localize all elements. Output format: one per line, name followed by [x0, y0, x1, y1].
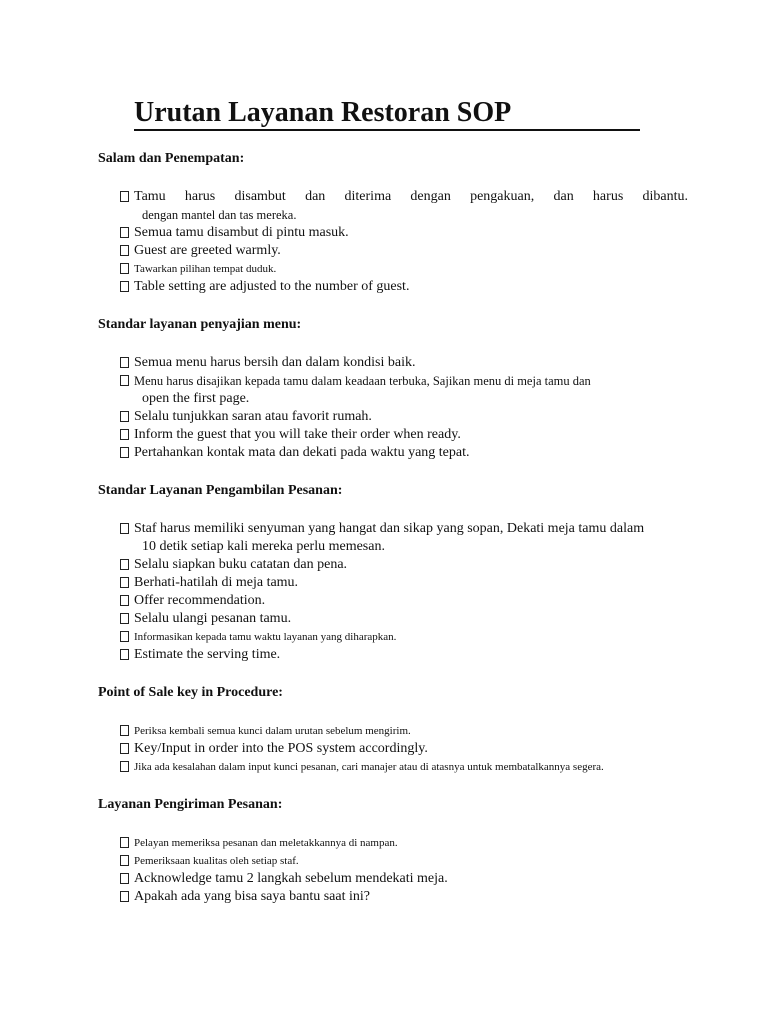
list-item: [120, 354, 688, 372]
item-text: Estimate the serving time.: [134, 647, 281, 662]
item-text: Menu harus disajikan kepada tamu dalam keadaan terbuka, Sajikan menu di meja tamu dan: [134, 374, 591, 388]
item-text: Guest are greeted warmly.: [134, 243, 281, 258]
checkbox-bullet-icon: [120, 245, 129, 256]
section-penyajian-menu: [98, 316, 688, 462]
title-row: [134, 96, 688, 130]
item-text: Jika ada kesalahan dalam input kunci pesanan, cari manajer atau di atasnya untuk membatalkannya segera.: [134, 761, 604, 773]
checkbox-bullet-icon: [120, 855, 129, 866]
checkbox-bullet-icon: [120, 191, 129, 202]
item-text: Offer recommendation.: [134, 593, 266, 608]
list-item: [120, 740, 688, 758]
checkbox-bullet-icon: [120, 837, 129, 848]
item-text: Selalu siapkan buku catatan dan pena.: [134, 557, 348, 572]
page-title: Urutan Layanan Restoran SOP: [134, 97, 512, 128]
section-heading: Point of Sale key in Procedure:: [98, 685, 283, 700]
checkbox-bullet-icon: [120, 447, 129, 458]
item-continuation-text: dengan mantel dan tas mereka.: [142, 208, 297, 222]
list-item: [120, 574, 688, 592]
item-text: Acknowledge tamu 2 langkah sebelum mendekati meja.: [134, 871, 448, 886]
checkbox-bullet-icon: [120, 375, 129, 386]
checkbox-bullet-icon: [120, 411, 129, 422]
bullet-list: [98, 834, 688, 906]
section-pengambilan-pesanan: [98, 482, 688, 664]
list-item: [120, 520, 688, 538]
checkbox-bullet-icon: [120, 761, 129, 772]
item-text: Semua tamu disambut di pintu masuk.: [134, 225, 349, 240]
item-text: Informasikan kepada tamu waktu layanan yang diharapkan.: [134, 631, 397, 643]
list-item: [120, 372, 688, 390]
list-item-continuation: [120, 206, 688, 224]
section-heading: Standar layanan penyajian menu:: [98, 317, 302, 332]
checkbox-bullet-icon: [120, 281, 129, 292]
list-item: [120, 888, 688, 906]
bullet-list: [98, 520, 688, 664]
checkbox-bullet-icon: [120, 263, 129, 274]
list-item: [120, 188, 688, 206]
checkbox-bullet-icon: [120, 891, 129, 902]
item-text: Tamu harus disambut dan diterima dengan pengakuan, dan harus dibantu.: [134, 189, 688, 204]
checkbox-bullet-icon: [120, 595, 129, 606]
item-text: Key/Input in order into the POS system accordingly.: [134, 741, 428, 756]
list-item: [120, 426, 688, 444]
list-item-continuation: [120, 390, 688, 408]
item-text: Selalu ulangi pesanan tamu.: [134, 611, 292, 626]
checkbox-bullet-icon: [120, 873, 129, 884]
list-item: [120, 610, 688, 628]
item-text: Inform the guest that you will take their order when ready.: [134, 427, 461, 442]
item-text: Pemeriksaan kualitas oleh setiap staf.: [134, 855, 299, 867]
section-heading: Layanan Pengiriman Pesanan:: [98, 797, 283, 812]
checkbox-bullet-icon: [120, 613, 129, 624]
list-item: [120, 224, 688, 242]
item-text: Periksa kembali semua kunci dalam urutan sebelum mengirim.: [134, 725, 411, 737]
item-text: Semua menu harus bersih dan dalam kondisi baik.: [134, 355, 416, 370]
item-text: Staf harus memiliki senyuman yang hangat dan sikap yang sopan, Dekati meja tamu dalam: [134, 521, 645, 536]
list-item: [120, 628, 688, 646]
list-item: [120, 870, 688, 888]
item-text: Berhati-hatilah di meja tamu.: [134, 575, 299, 590]
bullet-list: [98, 722, 688, 776]
list-item: [120, 758, 688, 776]
section-heading: Standar Layanan Pengambilan Pesanan:: [98, 483, 343, 498]
checkbox-bullet-icon: [120, 357, 129, 368]
bullet-list: [98, 354, 688, 462]
list-item: [120, 408, 688, 426]
section-pos-procedure: [98, 684, 688, 776]
list-item-continuation: [120, 538, 688, 556]
checkbox-bullet-icon: [120, 725, 129, 736]
checkbox-bullet-icon: [120, 559, 129, 570]
checkbox-bullet-icon: [120, 227, 129, 238]
list-item: [120, 556, 688, 574]
list-item: [120, 444, 688, 462]
list-item: [120, 722, 688, 740]
list-item: [120, 646, 688, 664]
checkbox-bullet-icon: [120, 523, 129, 534]
section-heading: Salam dan Penempatan:: [98, 151, 245, 166]
checkbox-bullet-icon: [120, 631, 129, 642]
list-item: [120, 852, 688, 870]
checkbox-bullet-icon: [120, 743, 129, 754]
checkbox-bullet-icon: [120, 649, 129, 660]
item-text: Tawarkan pilihan tempat duduk.: [134, 263, 277, 275]
item-text: Apakah ada yang bisa saya bantu saat ini?: [134, 889, 370, 904]
item-text: Selalu tunjukkan saran atau favorit rumah.: [134, 409, 372, 424]
item-continuation-text: 10 detik setiap kali mereka perlu memesan.: [142, 539, 385, 554]
list-item: [120, 260, 688, 278]
item-text: Pertahankan kontak mata dan dekati pada waktu yang tepat.: [134, 445, 470, 460]
item-continuation-text: open the first page.: [142, 391, 250, 406]
checkbox-bullet-icon: [120, 429, 129, 440]
list-item: [120, 834, 688, 852]
item-text: Table setting are adjusted to the number of guest.: [134, 279, 410, 294]
list-item: [120, 242, 688, 260]
item-text: Pelayan memeriksa pesanan dan meletakkannya di nampan.: [134, 837, 398, 849]
bullet-list: [98, 188, 688, 296]
section-salam: [98, 150, 688, 296]
checkbox-bullet-icon: [120, 577, 129, 588]
title-underline: [134, 129, 640, 131]
list-item: [120, 278, 688, 296]
section-pengiriman-pesanan: [98, 796, 688, 906]
list-item: [120, 592, 688, 610]
